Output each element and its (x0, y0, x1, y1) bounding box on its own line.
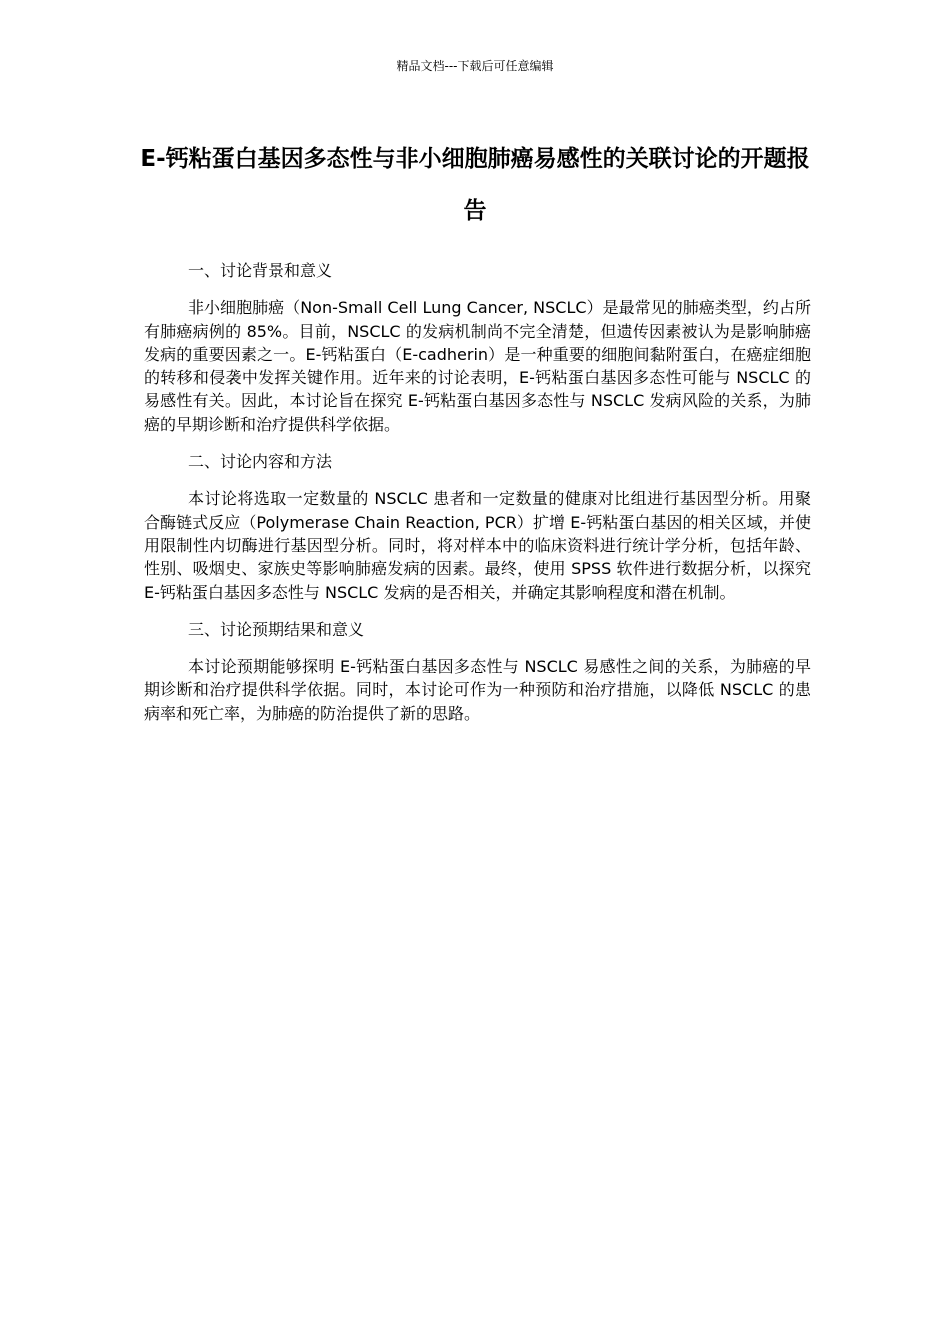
section-paragraph: 本讨论预期能够探明 E-钙粘蛋白基因多态性与 NSCLC 易感性之间的关系，为肺癌的早期诊断和治疗提供科学依据。同时，本讨论可作为一种预防和治疗措施，以降低 NSCLC 的患病率和死亡率，为肺癌的防治提供了新的思路。 (144, 657, 811, 723)
section-heading: 一、讨论背景和意义 (188, 261, 333, 280)
section-heading: 三、讨论预期结果和意义 (188, 619, 365, 639)
document-body (144, 259, 811, 739)
section-background (144, 259, 811, 436)
section-paragraph: 非小细胞肺癌（Non-Small Cell Lung Cancer, NSCLC）是最常见的肺癌类型，约占所有肺癌病例的 85%。目前，NSCLC 的发病机制尚不完全清楚，但遗传因素被认为是影响肺癌发病的重要因素之一。E-钙粘蛋白（E-cadherin）是一种重要的细胞间黏附蛋白，在癌症细胞的转移和侵袭中发挥关键作用。近年来的讨论表明，E-钙粘蛋白基因多态性可能与 NSCLC 的易感性有关。因此，本讨论旨在探究 E-钙粘蛋白基因多态性与 NSCLC 发病风险的关系，为肺癌的早期诊断和治疗提供科学依据。 (144, 298, 811, 434)
section-content-methods (144, 450, 811, 604)
section-paragraph: 本讨论将选取一定数量的 NSCLC 患者和一定数量的健康对比组进行基因型分析。用聚合酶链式反应（Polymerase Chain Reaction, PCR）扩增 E-钙粘蛋白基因的相关区域，并使用限制性内切酶进行基因型分析。同时，将对样本中的临床资料进行统计学分析，包括年龄、性别、吸烟史、家族史等影响肺癌发病的因素。最终，使用 SPSS 软件进行数据分析，以探究 E-钙粘蛋白基因多态性与 NSCLC 发病的是否相关，并确定其影响程度和潜在机制。 (144, 489, 811, 602)
section-expected-results (144, 618, 811, 725)
document-title: E-钙粘蛋白基因多态性与非小细胞肺癌易感性的关联讨论的开题报告 (140, 146, 810, 224)
section-heading: 二、讨论内容和方法 (188, 452, 333, 472)
page-header: 精品文档---下载后可任意编辑 (396, 59, 554, 73)
